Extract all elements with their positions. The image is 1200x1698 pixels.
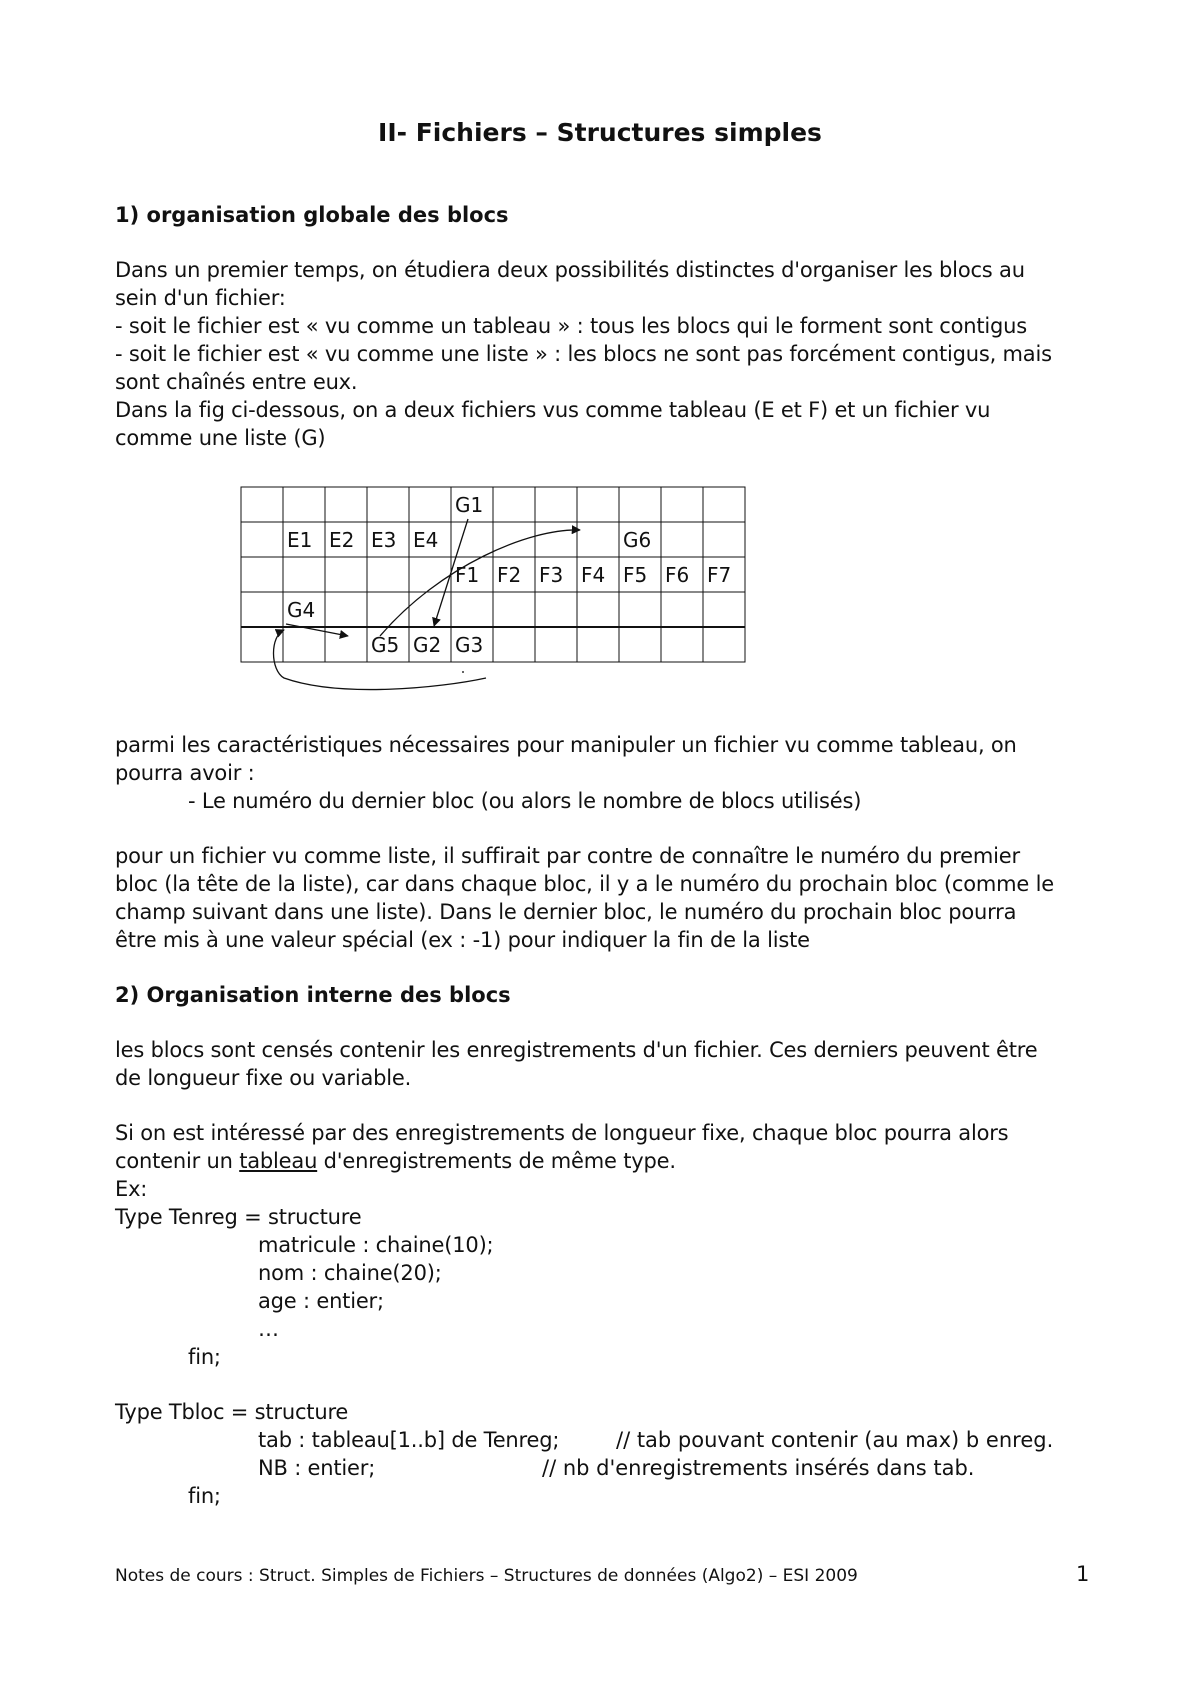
s1-p3-line: bloc (la tête de la liste), car dans chaque bloc, il y a le numéro du prochain bloc (comme le [115, 872, 1054, 896]
block-label-e2: E2 [329, 528, 355, 552]
block-cell [661, 522, 703, 557]
block-cell [367, 487, 409, 522]
s1-p1-line: comme une liste (G) [115, 426, 326, 450]
footer-text: Notes de cours : Struct. Simples de Fichiers – Structures de données (Algo2) – ESI 2009 [115, 1566, 858, 1586]
block-cell [703, 627, 745, 662]
s2-p2-line [115, 1149, 676, 1173]
block-cell [241, 487, 283, 522]
block-cell [577, 487, 619, 522]
block-cell [493, 522, 535, 557]
block-cell [493, 487, 535, 522]
block-label-f2: F2 [497, 563, 522, 587]
s2-p1-line: de longueur fixe ou variable. [115, 1066, 412, 1090]
s2-p1-line: les blocs sont censés contenir les enregistrements d'un fichier. Ces derniers peuvent être [115, 1038, 1038, 1062]
code2-field: tab : tableau[1..b] de Tenreg; [258, 1428, 560, 1452]
s1-p1-line: sont chaînés entre eux. [115, 370, 358, 394]
s1-p1-line: - soit le fichier est « vu comme une liste » : les blocs ne sont pas forcément contigus, mais [115, 342, 1052, 366]
block-cell [535, 592, 577, 627]
code2-end: fin; [188, 1484, 221, 1508]
block-label-g4: G4 [287, 598, 316, 622]
s2-p2-text-b: d'enregistrements de même type. [317, 1149, 676, 1173]
s1-p1-line: Dans un premier temps, on étudiera deux possibilités distinctes d'organiser les blocs au [115, 258, 1025, 282]
block-cell [283, 627, 325, 662]
block-label-g6: G6 [623, 528, 652, 552]
block-cell [535, 627, 577, 662]
block-cell [241, 592, 283, 627]
s1-p2-line: pourra avoir : [115, 761, 255, 785]
s1-p1-line: sein d'un fichier: [115, 286, 286, 310]
s1-p2-item: - Le numéro du dernier bloc (ou alors le nombre de blocs utilisés) [188, 789, 862, 813]
block-cell [409, 592, 451, 627]
blocks-diagram [240, 486, 760, 696]
block-cell [241, 522, 283, 557]
code2-head: Type Tbloc = structure [115, 1400, 349, 1424]
code1-head: Type Tenreg = structure [115, 1205, 362, 1229]
block-label-f5: F5 [623, 563, 648, 587]
block-cell [619, 487, 661, 522]
block-cell [451, 592, 493, 627]
block-cell [409, 557, 451, 592]
s1-p3-line: être mis à une valeur spécial (ex : -1) pour indiquer la fin de la liste [115, 928, 810, 952]
block-label-e4: E4 [413, 528, 439, 552]
block-label-g5: G5 [371, 633, 400, 657]
page-number: 1 [1076, 1562, 1090, 1586]
chain-arrow-g4-g5 [286, 624, 348, 636]
block-label-f3: F3 [539, 563, 564, 587]
block-cell [577, 592, 619, 627]
block-label-f4: F4 [581, 563, 606, 587]
block-cell [703, 522, 745, 557]
block-label-f7: F7 [707, 563, 732, 587]
block-cell [367, 557, 409, 592]
block-cell [367, 592, 409, 627]
code2-comment: // tab pouvant contenir (au max) b enreg. [616, 1428, 1054, 1452]
block-label-g2: G2 [413, 633, 442, 657]
block-cell [325, 592, 367, 627]
block-cell [535, 522, 577, 557]
block-cell [241, 557, 283, 592]
example-label: Ex: [115, 1177, 148, 1201]
s1-p1-line: - soit le fichier est « vu comme un tableau » : tous les blocs qui le forment sont contigus [115, 314, 1027, 338]
code2-comment: // nb d'enregistrements insérés dans tab. [542, 1456, 975, 1480]
code1-field: matricule : chaine(10); [258, 1233, 494, 1257]
block-cell [241, 627, 283, 662]
s1-p3-line: pour un fichier vu comme liste, il suffirait par contre de connaître le numéro du premier [115, 844, 1020, 868]
section-2-heading: 2) Organisation interne des blocs [115, 983, 511, 1007]
block-label-e1: E1 [287, 528, 313, 552]
block-cell [493, 627, 535, 662]
code1-field: … [258, 1317, 279, 1341]
s1-p2-line: parmi les caractéristiques nécessaires pour manipuler un fichier vu comme tableau, on [115, 733, 1017, 757]
block-cell [535, 487, 577, 522]
code2-field: NB : entier; [258, 1456, 376, 1480]
block-cell [409, 487, 451, 522]
block-cell [661, 627, 703, 662]
block-cell [619, 592, 661, 627]
block-cell [325, 487, 367, 522]
block-label-f6: F6 [665, 563, 690, 587]
block-cell [703, 592, 745, 627]
section-1-heading: 1) organisation globale des blocs [115, 203, 509, 227]
block-cell [619, 627, 661, 662]
s1-p3-line: champ suivant dans une liste). Dans le dernier bloc, le numéro du prochain bloc pourra [115, 900, 1017, 924]
block-cell [283, 557, 325, 592]
block-label-f1: F1 [455, 563, 480, 587]
s2-p2-line: Si on est intéressé par des enregistrements de longueur fixe, chaque bloc pourra alors [115, 1121, 1009, 1145]
block-labels [287, 493, 731, 657]
s2-p2-underlined-word: tableau [239, 1149, 318, 1173]
block-cell [283, 487, 325, 522]
block-cell [493, 592, 535, 627]
block-label-g1: G1 [455, 493, 484, 517]
block-label-e3: E3 [371, 528, 397, 552]
block-cell [577, 522, 619, 557]
s1-p1-line: Dans la fig ci-dessous, on a deux fichiers vus comme tableau (E et F) et un fichier vu [115, 398, 991, 422]
block-cell [703, 487, 745, 522]
block-cell [661, 592, 703, 627]
code1-end: fin; [188, 1345, 221, 1369]
s2-p2-text-a: contenir un [115, 1149, 240, 1173]
code1-field: age : entier; [258, 1289, 384, 1313]
page-title: II- Fichiers – Structures simples [378, 118, 822, 147]
code1-field: nom : chaine(20); [258, 1261, 442, 1285]
block-label-g3: G3 [455, 633, 484, 657]
block-cell [325, 557, 367, 592]
block-cell [661, 487, 703, 522]
block-cell [577, 627, 619, 662]
